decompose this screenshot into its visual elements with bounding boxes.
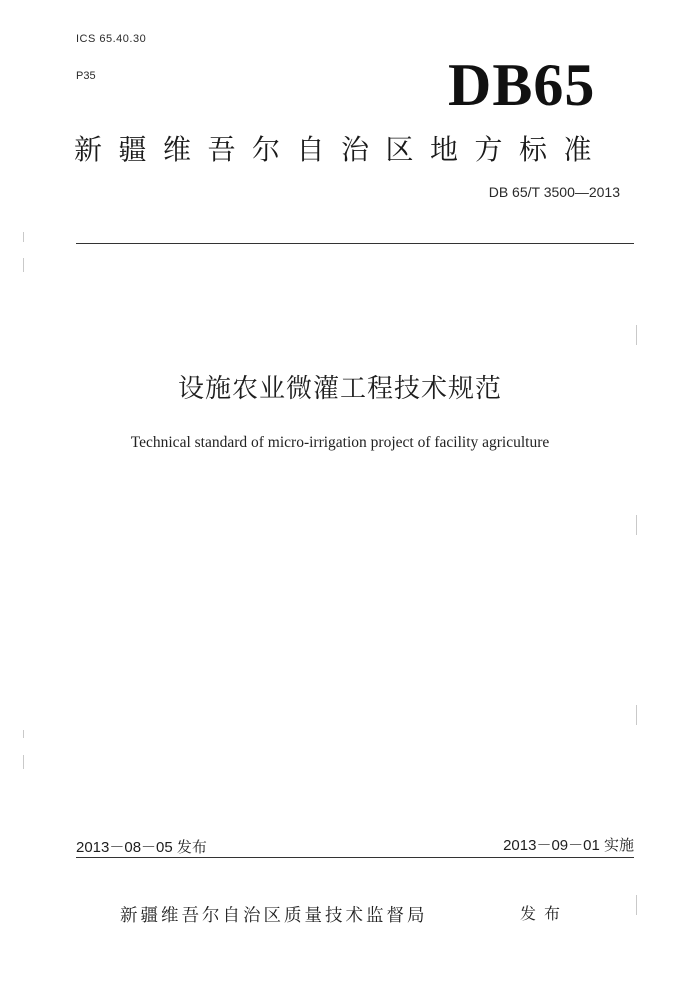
ics-code: ICS 65.40.30 — [76, 33, 147, 45]
scan-artifact — [636, 705, 637, 725]
publish-label: 发布 — [520, 904, 569, 923]
scan-artifact — [23, 755, 24, 769]
publisher-name: 新疆维吾尔自治区质量技术监督局 — [120, 906, 428, 926]
bottom-divider — [76, 857, 634, 858]
standard-type-heading: 新疆维吾尔自治区地方标准 — [74, 133, 609, 166]
implementation-date: 2013－09－01 实施 — [503, 837, 634, 854]
scan-artifact — [23, 730, 24, 738]
document-title-english: Technical standard of micro-irrigation project of facility agriculture — [130, 434, 550, 451]
classification-code: P35 — [76, 70, 96, 82]
issue-date: 2013－08－05 发布 — [76, 839, 207, 856]
scan-artifact — [23, 232, 24, 242]
standard-number: DB 65/T 3500—2013 — [488, 184, 620, 200]
top-divider — [76, 243, 634, 244]
scan-artifact — [636, 325, 637, 345]
document-title-chinese: 设施农业微灌工程技术规范 — [177, 374, 502, 404]
scan-artifact — [636, 895, 637, 915]
scan-artifact — [23, 258, 24, 272]
db65-logo: DB65 — [448, 52, 596, 118]
scan-artifact — [636, 515, 637, 535]
